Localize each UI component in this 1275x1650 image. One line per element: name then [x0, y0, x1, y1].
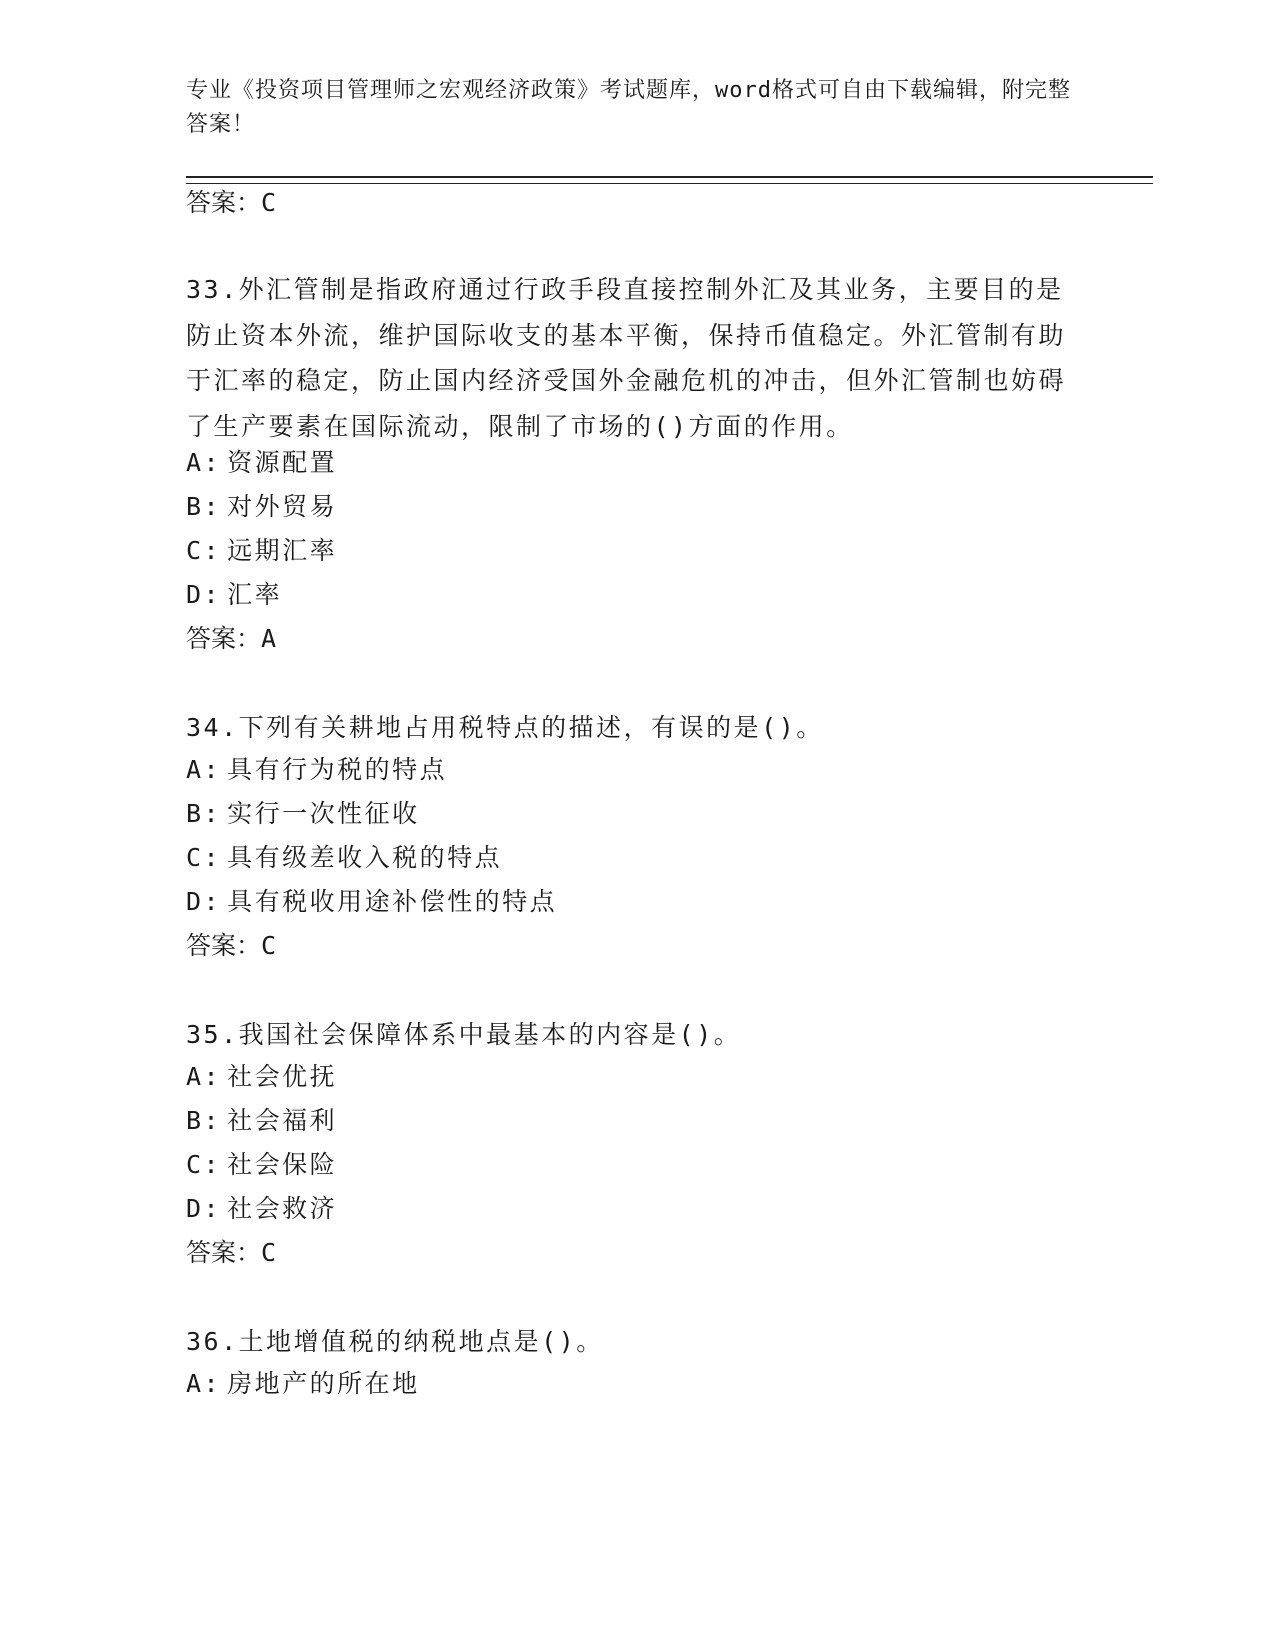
question-33-option-a: [186, 446, 337, 480]
option-text: 资源配置: [227, 448, 338, 477]
option-text: 社会救济: [227, 1194, 338, 1223]
answer-label: 答案：: [186, 1238, 262, 1267]
question-33-stem: 33.外汇管制是指政府通过行政手段直接控制外汇及其业务，主要目的是防止资本外流，维护国际收支的基本平衡，保持币值稳定。外汇管制有助于汇率的稳定，防止国内经济受国外金融危机的冲击，但外汇管制也妨碍了生产要素在国际流动，限制了市场的()方面的作用。: [186, 275, 1067, 441]
option-key: D:: [186, 887, 222, 916]
option-key: B:: [186, 1106, 222, 1135]
option-key: D:: [186, 580, 222, 609]
option-text: 对外贸易: [227, 492, 338, 521]
header-divider-thin: [186, 183, 1153, 184]
option-text: 具有级差收入税的特点: [227, 843, 503, 872]
question-35-stem: 35.我国社会保障体系中最基本的内容是()。: [186, 1020, 742, 1049]
option-text: 社会优抚: [227, 1062, 338, 1091]
question-35-option-c: [186, 1148, 337, 1182]
option-key: C:: [186, 536, 222, 565]
answer-33: [186, 622, 276, 656]
option-text: 具有税收用途补偿性的特点: [227, 887, 558, 916]
option-key: A:: [186, 1369, 222, 1398]
answer-value: C: [261, 931, 277, 960]
option-key: C:: [186, 1150, 222, 1179]
header-divider-thick: [186, 176, 1153, 178]
question-34-option-b: [186, 797, 420, 831]
answer-35: [186, 1236, 276, 1270]
question-36-stem: 36.土地增值税的纳税地点是()。: [186, 1327, 604, 1356]
option-key: D:: [186, 1194, 222, 1223]
option-text: 社会保险: [227, 1150, 338, 1179]
option-text: 房地产的所在地: [227, 1369, 420, 1398]
answer-value: A: [261, 624, 277, 653]
answer-34: [186, 929, 276, 963]
question-36-option-a: [186, 1367, 420, 1401]
answer-value: C: [261, 1238, 277, 1267]
question-34-stem: 34.下列有关耕地占用税特点的描述，有误的是()。: [186, 713, 824, 742]
option-text: 实行一次性征收: [227, 799, 420, 828]
answer-label: 答案：: [186, 931, 262, 960]
option-text: 具有行为税的特点: [227, 755, 448, 784]
question-34-option-c: [186, 841, 502, 875]
question-33-option-b: [186, 490, 337, 524]
answer-label: 答案：: [186, 188, 262, 217]
option-text: 汇率: [227, 580, 283, 609]
option-key: B:: [186, 799, 222, 828]
question-35-option-a: [186, 1060, 337, 1094]
question-34-option-a: [186, 753, 447, 787]
option-key: C:: [186, 843, 222, 872]
question-34-option-d: [186, 885, 557, 919]
option-key: A:: [186, 448, 222, 477]
question-35-option-b: [186, 1104, 337, 1138]
header-text: 专业《投资项目管理师之宏观经济政策》考试题库，word格式可自由下载编辑，附完整答案！: [186, 78, 1071, 137]
answer-value: C: [261, 188, 277, 217]
option-text: 远期汇率: [227, 536, 338, 565]
option-key: A:: [186, 1062, 222, 1091]
option-key: A:: [186, 755, 222, 784]
document-header: [186, 74, 1086, 142]
answer-label: 答案：: [186, 624, 262, 653]
question-35-option-d: [186, 1192, 337, 1226]
question-33-option-c: [186, 534, 337, 568]
option-text: 社会福利: [227, 1106, 338, 1135]
question-33-option-d: [186, 578, 282, 612]
option-key: B:: [186, 492, 222, 521]
answer-32: [186, 186, 276, 220]
